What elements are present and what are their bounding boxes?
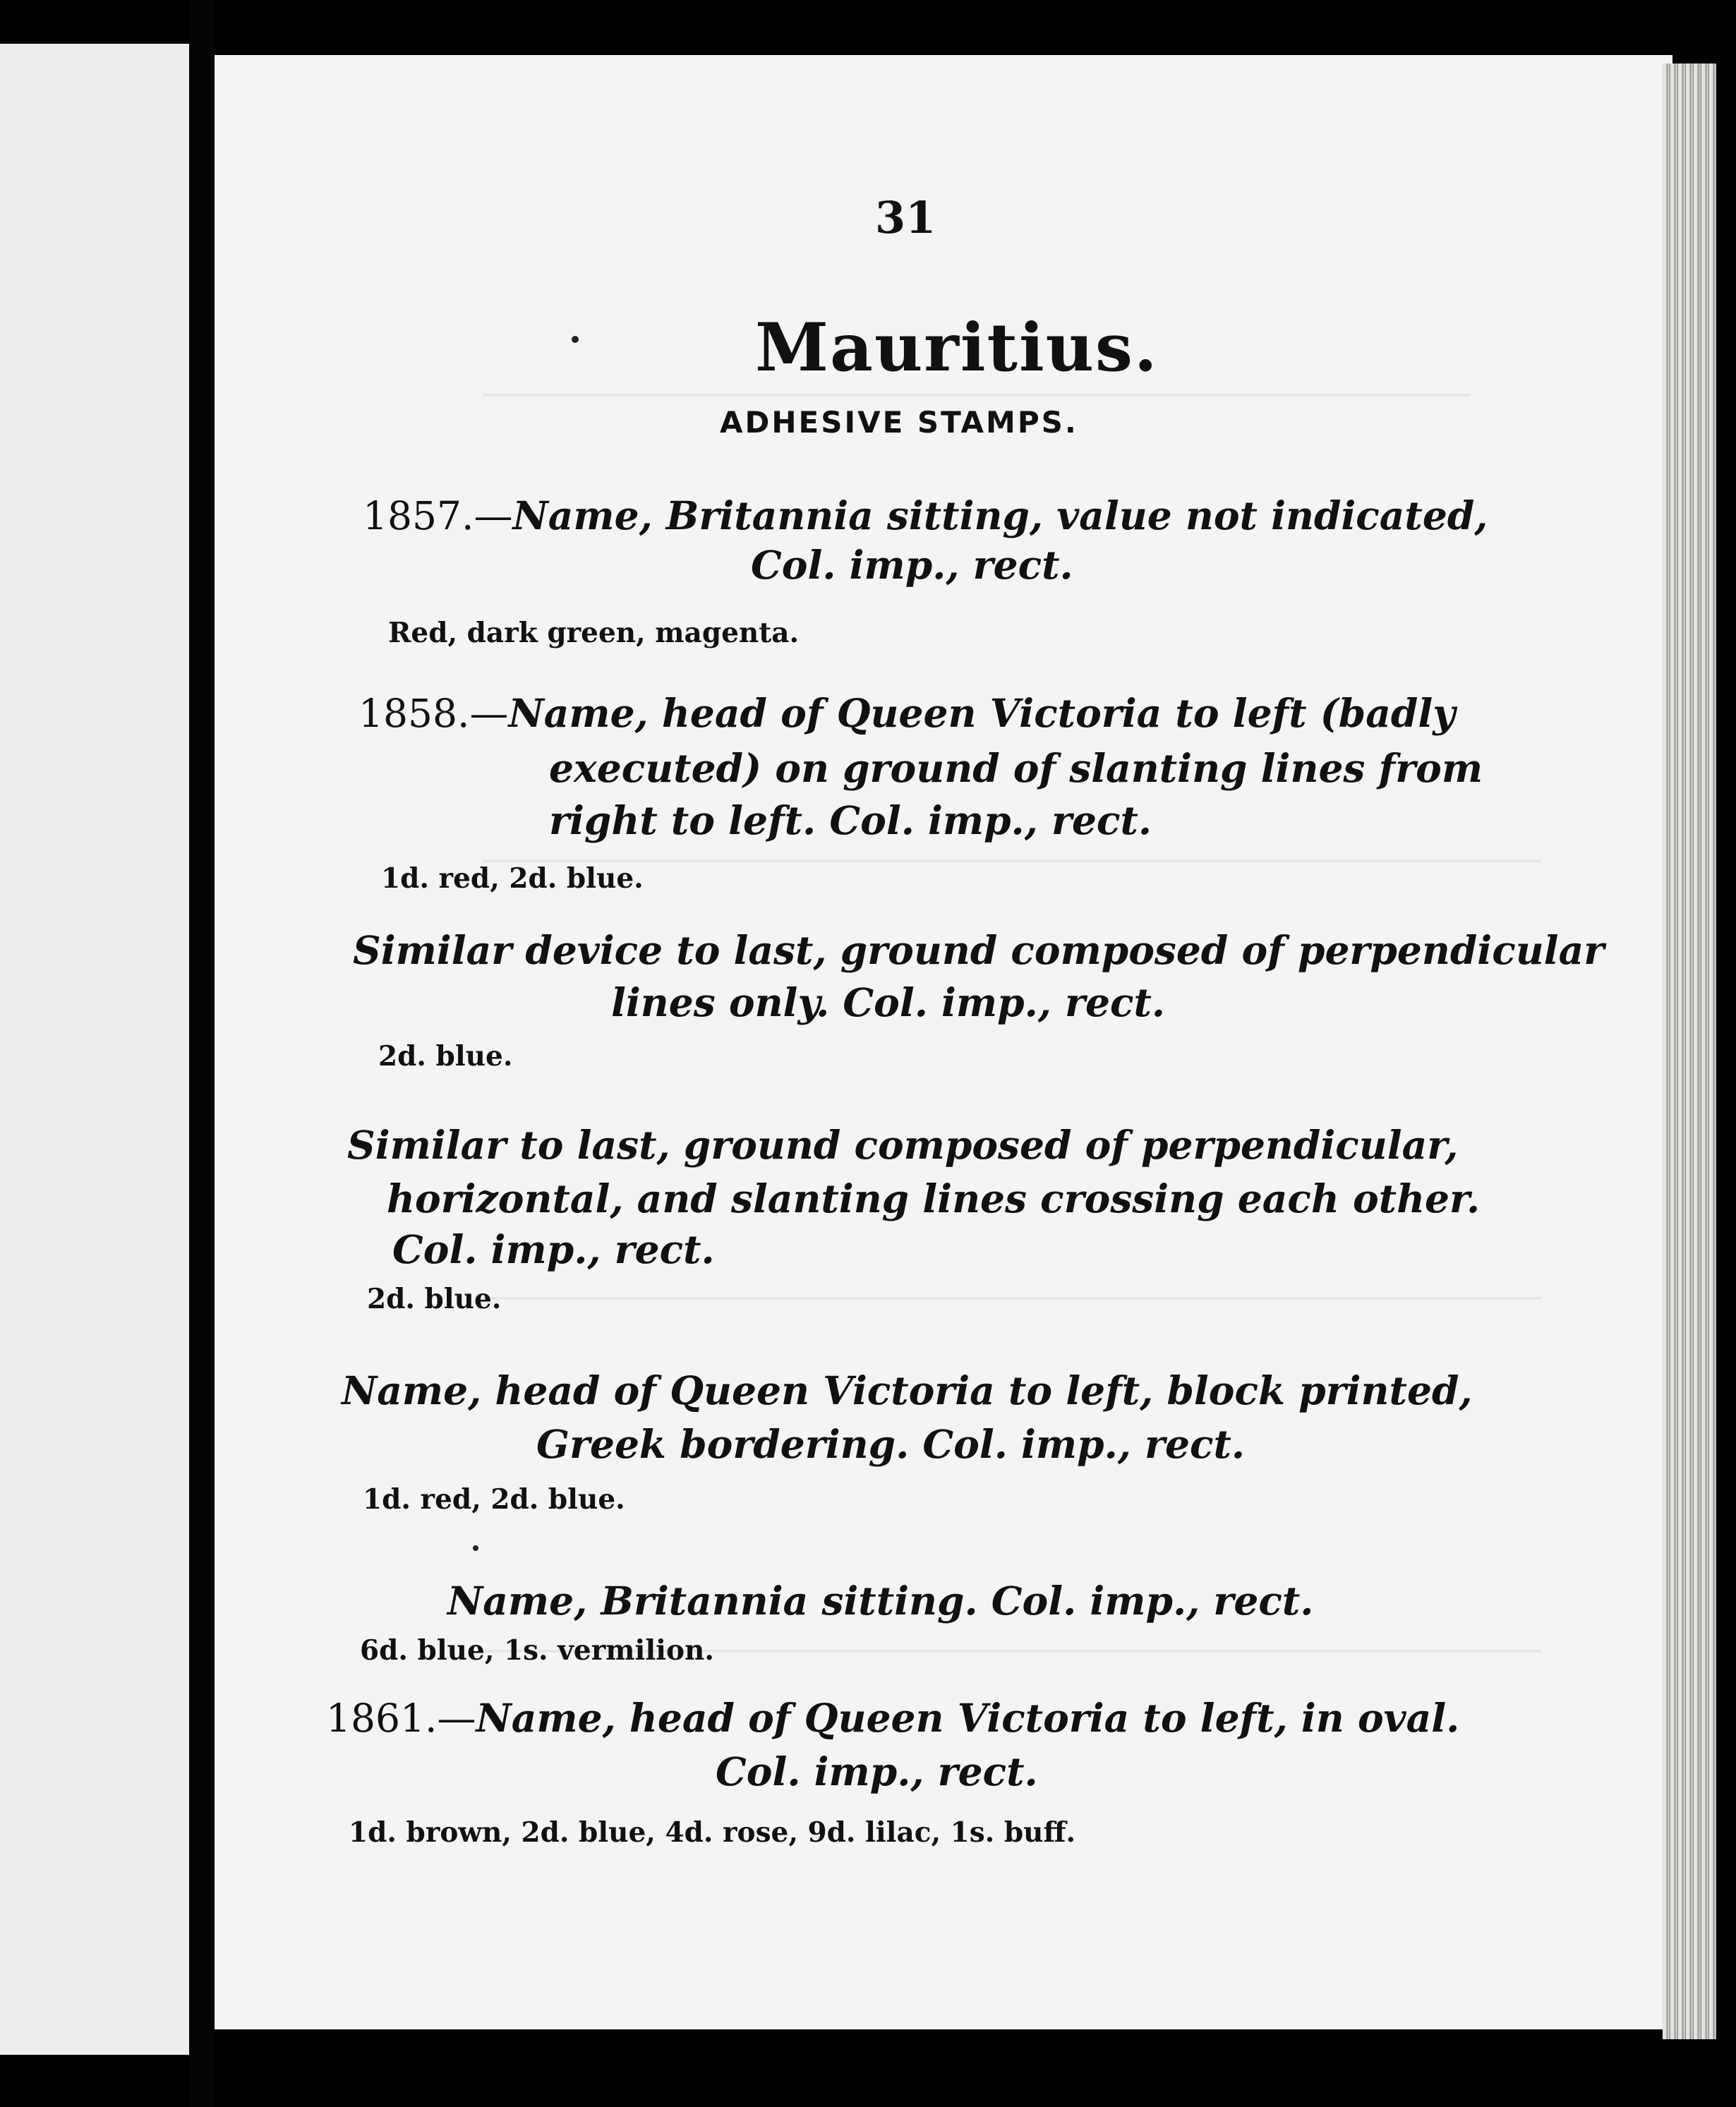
print-speck bbox=[473, 1545, 478, 1551]
entry-1857-colors: Red, dark green, magenta. bbox=[388, 617, 800, 649]
page-number: 31 bbox=[875, 192, 936, 243]
entry-1861-colors: 1d. brown, 2d. blue, 4d. rose, 9d. lilac, 1s. buff. bbox=[349, 1816, 1076, 1849]
entry-1858-line-2: executed) on ground of slanting lines from bbox=[549, 745, 1483, 791]
section-subtitle: ADHESIVE STAMPS. bbox=[720, 405, 1078, 440]
entry-1861-line-1: 1861.—Name, head of Queen Victoria to left, in oval. bbox=[326, 1695, 1460, 1741]
left-page-edge bbox=[0, 44, 189, 2055]
entry-5-colors: 1d. red, 2d. blue. bbox=[363, 1483, 625, 1516]
entry-1858-colors: 1d. red, 2d. blue. bbox=[381, 862, 644, 895]
entry-1857-line-2: Col. imp., rect. bbox=[751, 542, 1073, 588]
entry-4-line-1: Similar to last, ground composed of perpendicular, bbox=[347, 1122, 1459, 1168]
entry-3-colors: 2d. blue. bbox=[378, 1040, 513, 1073]
entry-1861-line-2: Col. imp., rect. bbox=[716, 1749, 1038, 1794]
entry-year: 1858.— bbox=[358, 691, 509, 736]
entry-1857-line-1: 1857.—Name, Britannia sitting, value not indicated, bbox=[363, 493, 1488, 538]
entry-year: 1857.— bbox=[363, 493, 513, 538]
entry-4-line-3: Col. imp., rect. bbox=[392, 1226, 715, 1272]
entry-6-colors: 6d. blue, 1s. vermilion. bbox=[360, 1634, 714, 1667]
entry-3-line-1: Similar device to last, ground composed of perpendicular bbox=[353, 927, 1605, 973]
entry-1858-line-1: 1858.—Name, head of Queen Victoria to left (badly bbox=[358, 690, 1456, 736]
book-page bbox=[215, 55, 1672, 2029]
entry-1858-line-3: right to left. Col. imp., rect. bbox=[549, 797, 1152, 843]
entry-6-line-1: Name, Britannia sitting. Col. imp., rect. bbox=[447, 1578, 1314, 1624]
book-gutter bbox=[189, 0, 215, 2107]
entry-5-line-2: Greek bordering. Col. imp., rect. bbox=[536, 1421, 1246, 1467]
entry-5-line-1: Name, head of Queen Victoria to left, block printed, bbox=[342, 1368, 1473, 1413]
entry-3-line-2: lines only. Col. imp., rect. bbox=[611, 979, 1166, 1025]
entry-4-colors: 2d. blue. bbox=[367, 1283, 502, 1315]
entry-year: 1861.— bbox=[326, 1696, 476, 1741]
page-stack-edge bbox=[1663, 64, 1716, 2039]
print-speck bbox=[572, 336, 579, 343]
page-title: Mauritius. bbox=[755, 309, 1159, 387]
entry-4-line-2: horizontal, and slanting lines crossing each other. bbox=[387, 1176, 1481, 1221]
